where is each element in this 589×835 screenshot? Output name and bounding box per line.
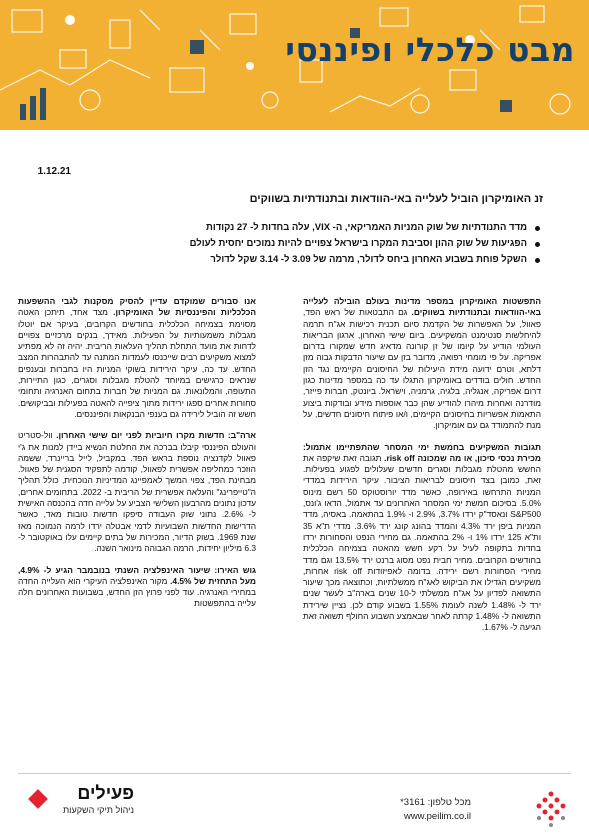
paragraph-lead: התפשטות האומיקרון במספר מדינות בעולם הובילה לעלייה באי-הוודאות ובתנודתיות בשווקים. <box>303 296 541 318</box>
summary-bullets <box>47 222 541 270</box>
paragraph-lead: גוש האירו: שיעור האינפלציה השנתי בנובמבר הגיע ל- 4.9%, מעל התחזית של 4.5%. <box>18 564 256 586</box>
paragraph <box>303 442 541 634</box>
left-column <box>18 296 256 620</box>
logo-subtitle: ניהול תיקי השקעות <box>62 805 134 815</box>
report-date: 1.12.21 <box>37 166 71 177</box>
logo-diamond-icon <box>24 785 52 813</box>
right-column <box>303 296 541 644</box>
summary-bullet: השקל פוחת בשבוע האחרון ביחס לדולר, מרמה של 3.09 ל- 3.14 שקל לדולר <box>47 254 527 266</box>
summary-bullet: מדד התנודתיות של שוק המניות האמריקאי, ה- VIX, עלה בחדות ל- 27 נקודות <box>47 222 527 234</box>
logo-name: פעילים <box>77 783 134 803</box>
paragraph <box>18 430 256 554</box>
company-logo <box>24 783 134 828</box>
phone-number: מכל טלפון: 3161* <box>400 797 471 808</box>
page-headline: זנ האומיקרון הוביל לעלייה באי-הוודאות ובתנודתיות בשווקים <box>249 193 543 205</box>
website-link[interactable]: www.peilim.co.il <box>403 811 471 822</box>
paragraph-body: מקור האינפלציה העיקרי הוא העלייה החדה במחירי האנרגיה. עוד לפני פרוץ הזן החדש, בשבועות האחרונים חלה עלייה בהתפשטות <box>18 575 256 609</box>
paragraph-body: וול-סטריט והעולם הפיננסי קיבלו בברכה את החלטת הנשיא ביידן למנות את ג'י פאוול לקדנציה נוספת בראש הפד. במקביל, לייל בריינרד, ששמה הוזכר כמחליפה אפשרית לפאוול, קודמה לתפקיד הסגנית של פאוול. מבחינת הפד, צפוי המשך לאמפיינג המדיניות הנוכחית, כולל תהליך ה"טייפרינג" והעלאה אפשרית של הריבית ב- 2022. בתחומים אחרים, עדכון נתונים מהרבעון השלישי הצביע על עלייה חדה בהכנסה האישית ל- 2.6%. נתוני שוק העבודה סיפקו חדשות טובות מאד, כאשר הדרישות החדשות השבועיות לדמי אבטלה ירדו לרמה הנמוכה מאז שנת 1969. בשוק הדיור, המכירות של בתים קיימים עלו באוקטובר ל- 6.3 מיליון יחידות, הרמה הגבוהה מינואר השנה. <box>18 430 256 554</box>
paragraph <box>303 296 541 432</box>
summary-bullet: הפגיעות של שוק ההון וסביבת המקרו בישראל צפויים להיות נמוכים יחסית לעולם <box>47 238 527 250</box>
paragraph-lead: אנו סבורים שמוקדם עדיין להסיק מסקנות לגבי ההשפעות הכלכליות והפיננסיות של האומיקרון. <box>18 296 256 318</box>
paragraph <box>18 565 256 610</box>
banner-title: מבט כלכלי ופיננסי <box>285 30 575 69</box>
header-banner <box>0 0 589 130</box>
decorative-dots-icon <box>531 789 571 829</box>
contact-info <box>400 797 471 822</box>
paragraph-lead: תגובות המשקיעים בחמשת ימי המסחר שהתפתיימו אתמול: מכירת נכסי סיכון, או מה שמכונה risk off. <box>303 441 541 463</box>
paragraph <box>18 296 256 420</box>
paragraph-body: גם התבטאות של ראש הפד, פאוול, על האפשרות של הקדמת סיום תכנית רכישות אג"ח תרמה להיחלשות סנטימנט המשקיעים. ביום שישי האחרון, ארגון הבריאות העולמי הודיע על קיומו של זן קורונה מדאיג חדש שמקורו בדרום אפריקה. על פי מומחי רפואה, מדובר בזן עם שיעור הדבקות גבוה מזן דלתא, וטרם ידועה מידת היעילות של החיסונים הקיימים נגד הזן החדש. חולים בודדים באומיקרון התגלו עד כה במספר מדינות כגון דרום אפריקה, אנגליה, בלגיה, גרמניה, וישראל. ביונטק, חברות פייזר, מודרנה ואחרות מיהרו להודיע שהן כבר אוספות מידע ובודקות ביצוע התאמות אפשריות בחיסונים הקיימים, ו/או פיתוח חיסונים חדשים, על מנת להתמודד גם עם אומיקרון. <box>303 307 541 431</box>
paragraph-body: מצד אחד, תיתכן האטה מסוימת בצמיחה הכלכלית בחודשים הקרובים, בעיקר אם יוטלו מגבלות משמעותיות על הפעילות. מאידך, בנקים מרכזיים צפויים לדחות את מועד התחלת תהליך העלאות הריבית. יהיה זה לא מפתיע למצוא משקיעים רבים שייכנסו לעמדות המתנה עד להתבהרות המצב החדש. עד כה, עיקר הירידות בשוקי המניות היו בחברות ובענפים שנראים כרגישים במיוחד להטלת מגבלות וסגרים, כגון התיירות, התעופה, והמלונאות. גם המניות של חברות בתחום האנרגיה ותחומי סחורות אחרים ספגו ירידות מתוך ציפייה להאטה בפעילות ובביקושים. חשש זה הוביל לירידה גם בענפי הבנקאות והפיננסים. <box>18 307 256 419</box>
paragraph-body: תגובה זאת שיקפה את החשש מהטלת מגבלות וסגרים חדשים שעלולים לפגוע בפעילות. זאת, כמובן בצד חיסונים לבריאות הציבור. עיקר הירידות במדדי המניות התרחשו באירופה, כאשר מדד יורוסטוקס 50 רשם מינוס 5.0%. בסיכום חמשת ימי המסחר האחרונים עד אתמול, הדאו ג'ונס, S&P500 ונאסד"ק ירדו 3.7%, 2.9% ו- 1.9% בהתאמה. באסיה, מדד המניות ביפן ירד 4.3% והמדד בהונג קונג ירד 3.6%. מדדי ת"א 35 ות"א 125 ירדו 1% ו- 2% בהתאמה. גם מחירי הנפט והסחורות ירדו בחדות בתקופה לעיל על רקע חשש מהאטה בצמיחה הכלכלית בחודשים הקרובים. מחיר חבית נפט מסוג ברנט ירד 13.5% וגם מדד מחירי הסחורות רשם ירידה. בדומה לאפיזודות risk off אחרות, משקיעים הגדילו את הביקוש לאג"ח ממשלתיות, וכתוצאה מכך שיעור התשואה לפדיון על אג"ח ממשלתי ל-10 שנים בארה"ב לעשר שנים ירד ל- 1.48% לשנה לעומת 1.55% בשבוע קודם לכן. נציין שירידת התשואה ל- 1.48% קרתה לאחר שבאמצע השבוע החולף תשואה זאת הגיעה ל- 1.67%. <box>303 452 542 633</box>
footer-divider <box>18 773 571 774</box>
paragraph-lead: ארה"ב: חדשות מקרו חיוביות לפני יום שישי האחרון. <box>56 430 257 441</box>
